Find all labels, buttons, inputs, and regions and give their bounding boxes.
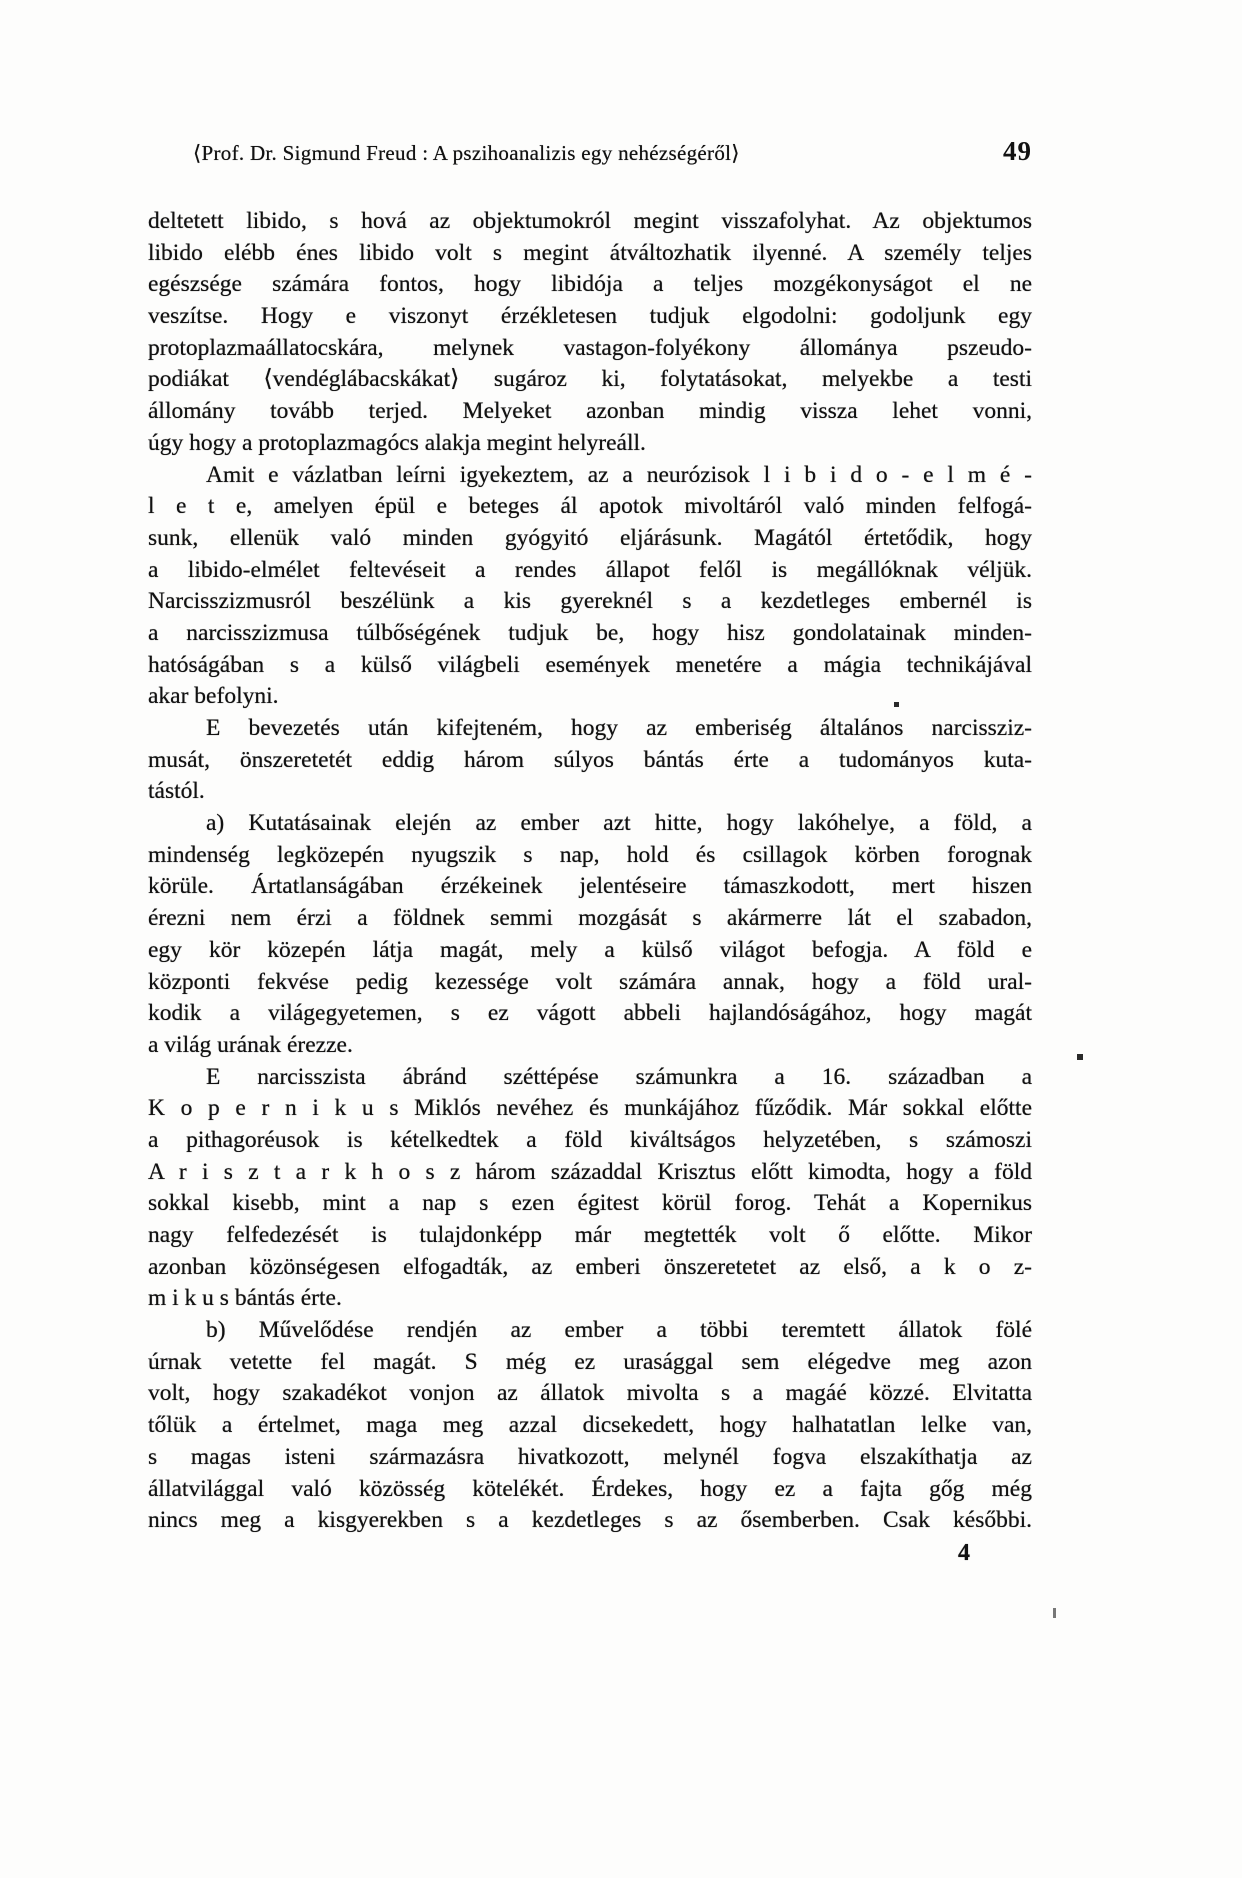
text-line: Narcisszizmusról beszélünk a kis gyereknél s a kezdetleges embernél is xyxy=(148,588,1032,615)
text-line: a pithagoréusok is kételkedtek a föld kiváltságos helyzetében, s számoszi xyxy=(148,1126,1032,1153)
text-line: nagy felfedezését is tulajdonképp már megtették volt ő előtte. Mikor xyxy=(148,1222,1032,1248)
text-line: b) Művelődése rendjén az ember a többi teremtett állatok fölé xyxy=(206,1317,1032,1344)
text-line: kodik a világegyetemen, s ez vágott abbeli hajlandóságához, hogy magát xyxy=(148,1000,1032,1027)
text-line: protoplazmaállatocskára, melynek vastagon-folyékony állománya pszeudo- xyxy=(148,334,1032,361)
text-line: akar befolyni. xyxy=(148,683,279,710)
text-line: Amit e vázlatban leírni igyekeztem, az a neurózisok l i b i d o - e l m é - xyxy=(206,461,1032,488)
text-line: tőlük a értelmet, maga meg azzal dicsekedett, hogy halhatatlan lelke van, xyxy=(148,1412,1032,1439)
text-line: a narcisszizmusa túlbőségének tudjuk be, hogy hisz gondolatainak minden- xyxy=(148,619,1032,646)
text-line: deltetett libido, s hová az objektumokról megint visszafolyhat. Az objektumos xyxy=(148,208,1032,234)
running-header-title: ⟨Prof. Dr. Sigmund Freud : A pszihoanalizis egy nehézségéről⟩ xyxy=(193,141,740,165)
text-line: körüle. Ártatlanságában érzékeinek jelentéseire támaszkodott, mert hiszen xyxy=(148,873,1032,900)
text-line: nincs meg a kisgyerekben s a kezdetleges s az ősemberben. Csak későbbi. xyxy=(148,1507,1032,1534)
text-line: hatóságában s a külső világbeli események menetére a mágia technikájával xyxy=(148,651,1032,678)
text-line: s magas isteni származásra hivatkozott, melynél fogva elszakíthatja az xyxy=(148,1443,1032,1470)
text-line: E bevezetés után kifejteném, hogy az emberiség általános narcissziz- xyxy=(206,715,1032,741)
page-number: 49 xyxy=(1003,136,1032,166)
text-line: libido elébb énes libido volt s megint átváltozhatik ilyenné. A személy teljes xyxy=(148,239,1032,266)
text-line: K o p e r n i k u s Miklós nevéhez és munkájához fűződik. Már sokkal előtte xyxy=(148,1095,1032,1122)
text-line: l e t e, amelyen épül e beteges ál apotok mivoltáról való minden felfogá- xyxy=(148,493,1032,520)
scan-speck xyxy=(894,702,899,707)
text-line: úgy hogy a protoplazmagócs alakja megint helyreáll. xyxy=(148,429,646,456)
scan-speck xyxy=(1077,1054,1083,1060)
text-line: m i k u s bántás érte. xyxy=(148,1285,342,1312)
page-body-text xyxy=(148,206,1032,1537)
text-line: E narcisszista ábránd széttépése számunkra a 16. században a xyxy=(206,1063,1032,1090)
text-line: podiákat ⟨vendéglábacskákat⟩ sugároz ki, folytatásokat, melyekbe a testi xyxy=(148,366,1032,393)
scan-speck xyxy=(1053,1608,1056,1618)
text-line: érezni nem érzi a földnek semmi mozgását s akármerre lát el szabadon, xyxy=(148,905,1032,932)
text-line: veszítse. Hogy e viszonyt érzékletesen tudjuk elgodolni: godoljunk egy xyxy=(148,303,1032,330)
text-line: a világ urának érezze. xyxy=(148,1031,353,1058)
text-line: állatvilággal való közösség kötelékét. Érdekes, hogy ez a fajta gőg még xyxy=(148,1475,1032,1502)
text-line: mindenség legközepén nyugszik s nap, hold és csillagok körben forognak xyxy=(148,841,1032,868)
text-line: központi fekvése pedig kezessége volt számára annak, hogy a föld ural- xyxy=(148,968,1032,995)
text-line: sunk, ellenük való minden gyógyitó eljárásunk. Magától értetődik, hogy xyxy=(148,524,1032,551)
text-line: tástól. xyxy=(148,778,205,805)
text-line: sokkal kisebb, mint a nap s ezen égitest körül forog. Tehát a Kopernikus xyxy=(148,1190,1032,1217)
signature-mark: 4 xyxy=(958,1540,970,1566)
page-header xyxy=(148,136,1032,167)
text-line: a libido-elmélet feltevéseit a rendes állapot felől is megállóknak véljük. xyxy=(148,556,1032,583)
text-line: A r i s z t a r k h o s z három századdal Krisztus előtt kimodta, hogy a föld xyxy=(148,1158,1032,1185)
text-line: egészsége számára fontos, hogy libidója a teljes mozgékonyságot el ne xyxy=(148,271,1032,298)
text-line: állomány tovább terjed. Melyeket azonban mindig vissza lehet vonni, xyxy=(148,398,1032,425)
text-line: úrnak vetette fel magát. S még ez urasággal sem elégedve meg azon xyxy=(148,1348,1032,1375)
text-line: egy kör közepén látja magát, mely a külső világot befogja. A föld e xyxy=(148,936,1032,963)
text-line: musát, önszeretetét eddig három súlyos bántás érte a tudományos kuta- xyxy=(148,746,1032,773)
text-line: azonban közönségesen elfogadták, az emberi önszeretetet az első, a k o z- xyxy=(148,1253,1032,1280)
text-line: a) Kutatásainak elején az ember azt hitte, hogy lakóhelye, a föld, a xyxy=(206,810,1032,837)
text-line: volt, hogy szakadékot vonjon az állatok mivolta s a magáé közzé. Elvitatta xyxy=(148,1380,1032,1407)
